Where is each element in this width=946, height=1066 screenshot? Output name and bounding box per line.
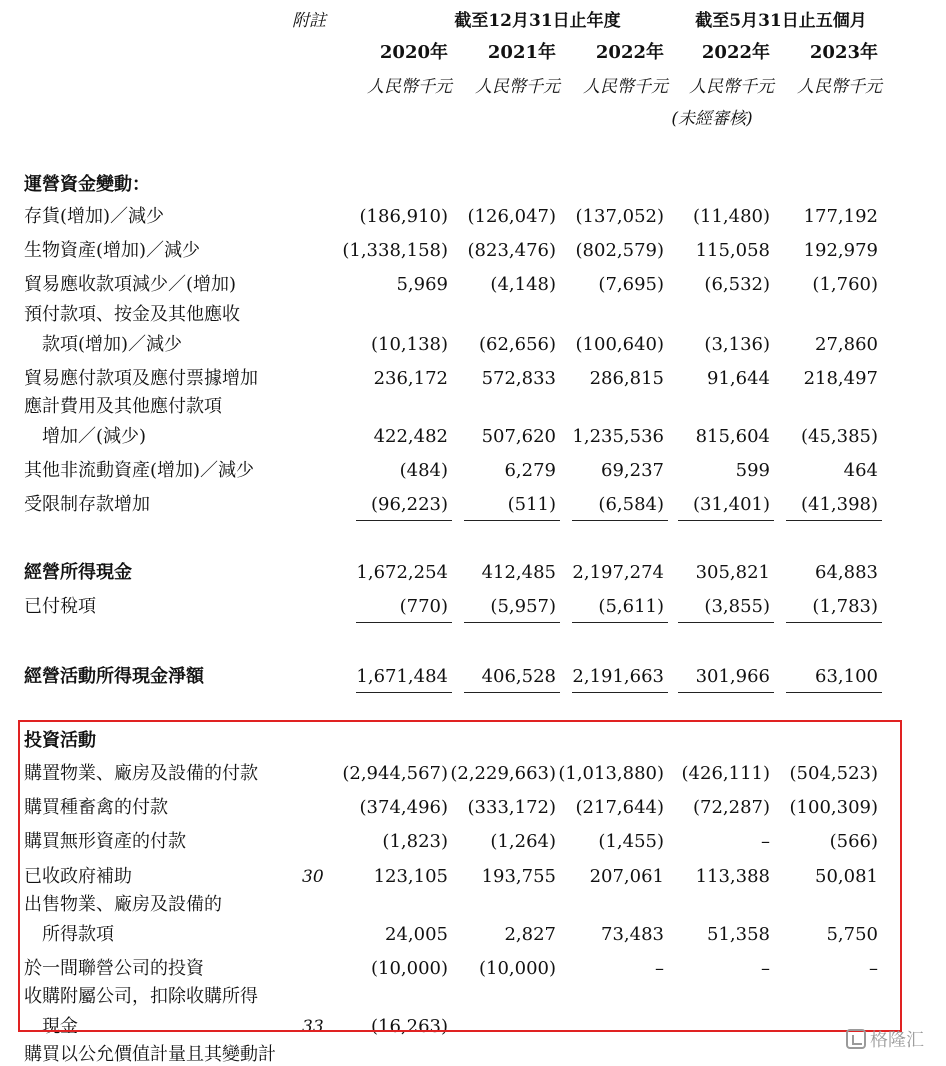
row-value: (426,111) [681,763,770,784]
row-value: 123,105 [373,866,448,887]
row-value: (6,584) [598,494,664,515]
row-label: 購買以公允價值計量且其變動計 [24,1044,276,1065]
row-value: 63,100 [815,666,878,687]
row-value: (31,401) [692,494,770,515]
row-value: 24,005 [385,924,448,945]
row-label: 預付款項、按金及其他應收 [24,304,240,325]
row-value: 599 [735,460,770,481]
row-value: (3,855) [704,596,770,617]
row-label: 收購附屬公司，扣除收購所得 [24,986,258,1007]
row-label: 於一間聯營公司的投資 [24,958,204,979]
subtotal-line-b [572,622,668,623]
total-line [464,692,560,693]
total-line [572,692,668,693]
row-value: (6,532) [704,274,770,295]
row-value: 192,979 [803,240,878,261]
row-value: (217,644) [575,797,664,818]
row-label: 應計費用及其他應付款項 [24,396,222,417]
row-value: – [761,958,770,979]
subtotal-line-a [572,520,668,521]
row-value: (4,148) [490,274,556,295]
row-label: 經營活動所得現金淨額 [24,666,204,687]
header-year-1: 2021年 [487,42,556,63]
note-column-header: 附註 [292,11,326,31]
row-value: (41,398) [800,494,878,515]
row-value: 69,237 [601,460,664,481]
row-value: – [655,958,664,979]
row-value: (1,264) [490,831,556,852]
row-value: 64,883 [815,562,878,583]
row-value: 406,528 [481,666,556,687]
row-value: (2,229,663) [450,763,556,784]
highlight-box [18,720,902,1032]
row-value: (2,944,567) [342,763,448,784]
row-value: 5,969 [396,274,448,295]
row-value: (1,455) [598,831,664,852]
row-label-continued: 增加／(減少) [42,426,147,447]
row-value: 73,483 [601,924,664,945]
row-label: 已收政府補助 [24,866,132,887]
row-label: 受限制存款增加 [24,494,150,515]
row-value: 236,172 [373,368,448,389]
row-value: (126,047) [467,206,556,227]
total-line [356,692,452,693]
row-value: (186,910) [359,206,448,227]
subtotal-line-a [356,520,452,521]
row-label: 生物資產(增加)／減少 [24,240,201,261]
row-value: 1,235,536 [572,426,664,447]
row-value: (511) [507,494,556,515]
row-value: 193,755 [481,866,556,887]
header-unaudited: (未經審核) [671,109,753,129]
row-value: 177,192 [803,206,878,227]
row-label: 貿易應付款項及應付票據增加 [24,368,258,389]
total-line [786,692,882,693]
watermark [846,1026,924,1052]
header-year-4: 2023年 [809,42,878,63]
row-label: 購買無形資產的付款 [24,831,186,852]
row-value: (1,760) [812,274,878,295]
row-value: 113,388 [695,866,770,887]
row-note-ref: 30 [302,867,324,887]
row-label: 存貨(增加)／減少 [24,206,165,227]
row-value: (823,476) [467,240,556,261]
row-label: 購置物業、廠房及設備的付款 [24,763,258,784]
row-value: 412,485 [481,562,556,583]
row-value: 1,671,484 [356,666,448,687]
row-value: (333,172) [467,797,556,818]
row-value: 5,750 [826,924,878,945]
row-value: (137,052) [575,206,664,227]
row-value: 422,482 [373,426,448,447]
row-label-continued: 款項(增加)／減少 [42,334,183,355]
row-value: – [869,958,878,979]
row-value: 507,620 [481,426,556,447]
row-value: 50,081 [815,866,878,887]
header-year-0: 2020年 [379,42,448,63]
row-value: (10,138) [370,334,448,355]
subtotal-line-a [678,520,774,521]
row-value: (10,000) [478,958,556,979]
row-label: 其他非流動資產(增加)／減少 [24,460,255,481]
row-label-continued: 所得款項 [42,924,114,945]
row-value: 2,197,274 [572,562,664,583]
row-value: (100,640) [575,334,664,355]
row-value: 27,860 [815,334,878,355]
row-value: (1,013,880) [558,763,664,784]
row-value: (504,523) [789,763,878,784]
row-value: (566) [829,831,878,852]
row-value: (770) [399,596,448,617]
row-value: 207,061 [589,866,664,887]
row-value: (1,338,158) [342,240,448,261]
row-label: 經營所得現金 [24,562,132,583]
watermark-logo-icon [846,1029,866,1049]
row-value: 301,966 [695,666,770,687]
row-label-continued: 現金 [42,1016,78,1037]
header-unit-3: 人民幣千元 [689,77,774,97]
row-value: 2,827 [504,924,556,945]
row-value: 6,279 [504,460,556,481]
row-value: 305,821 [695,562,770,583]
row-value: 91,644 [707,368,770,389]
subtotal-line-b [356,622,452,623]
row-value: (374,496) [359,797,448,818]
row-label: 已付稅項 [24,596,96,617]
row-value: (5,957) [490,596,556,617]
subtotal-line-b [786,622,882,623]
row-value: (11,480) [692,206,770,227]
header-unit-1: 人民幣千元 [475,77,560,97]
row-value: (45,385) [800,426,878,447]
row-value: 218,497 [803,368,878,389]
header-five-months-group: 截至5月31日止五個月 [695,11,867,31]
row-value: 572,833 [481,368,556,389]
row-value: 51,358 [707,924,770,945]
row-value: 464 [843,460,878,481]
row-value: (72,287) [692,797,770,818]
row-value: (16,263) [370,1016,448,1037]
section-title-working-capital: 運營資金變動： [24,174,150,195]
total-line [678,692,774,693]
watermark-text: 格隆汇 [870,1030,924,1051]
row-value: 286,815 [589,368,664,389]
row-value: (1,783) [812,596,878,617]
row-value: (1,823) [382,831,448,852]
row-value: (100,309) [789,797,878,818]
row-label: 貿易應收款項減少／(增加) [24,274,237,295]
row-value: (3,136) [704,334,770,355]
row-value: 815,604 [695,426,770,447]
row-note-ref: 33 [302,1017,324,1037]
row-label: 購買種畜禽的付款 [24,797,168,818]
row-value: – [761,831,770,852]
header-year-3: 2022年 [701,42,770,63]
row-value: 1,672,254 [356,562,448,583]
row-value: 115,058 [695,240,770,261]
row-value: (7,695) [598,274,664,295]
subtotal-line-b [464,622,560,623]
row-value: (5,611) [598,596,664,617]
header-unit-4: 人民幣千元 [797,77,882,97]
row-value: (484) [399,460,448,481]
header-unit-2: 人民幣千元 [583,77,668,97]
header-fiscal-year-group: 截至12月31日止年度 [454,11,621,31]
row-value: (802,579) [575,240,664,261]
section-title-investing: 投資活動 [24,730,96,751]
subtotal-line-a [464,520,560,521]
header-year-2: 2022年 [595,42,664,63]
row-value: (10,000) [370,958,448,979]
row-value: 2,191,663 [572,666,664,687]
subtotal-line-a [786,520,882,521]
row-value: (62,656) [478,334,556,355]
row-label: 出售物業、廠房及設備的 [24,894,222,915]
row-value: (96,223) [370,494,448,515]
header-unit-0: 人民幣千元 [367,77,452,97]
subtotal-line-b [678,622,774,623]
